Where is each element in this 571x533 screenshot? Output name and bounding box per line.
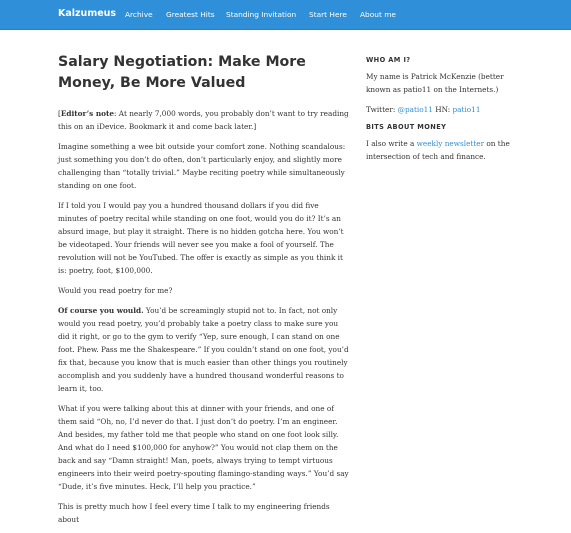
nav-greatest-hits[interactable]: Greatest Hits <box>166 10 215 19</box>
hn-label: HN: <box>432 105 453 114</box>
newsletter-suffix: on the intersection of tech and finance. <box>366 139 510 161</box>
post-title[interactable]: Salary Negotiation: Make More Money, Be More Valued <box>58 54 306 91</box>
twitter-label: Twitter: <box>366 105 398 114</box>
of-course-bold: Of course you would. <box>58 306 144 315</box>
social-links <box>366 103 526 116</box>
nav-archive[interactable]: Archive <box>125 10 153 19</box>
who-am-i-text: My name is Patrick McKenzie (better known as patio11 on the Internets.) <box>366 72 504 94</box>
bits-about-money-heading: BITS ABOUT MONEY <box>366 123 447 131</box>
top-navbar <box>0 0 571 30</box>
editor-note-label: Editor’s note <box>60 109 115 118</box>
post-paragraph <box>58 304 350 395</box>
nav-start-here[interactable]: Start Here <box>309 10 347 19</box>
nav-standing-invitation[interactable]: Standing Invitation <box>226 10 297 19</box>
post-paragraph: Imagine something a wee bit outside your comfort zone. Nothing scandalous: just something you don’t do often, don’t particularly enjoy, and slightly more challenging than “totally trivial.” Maybe reciting poetry while simultaneously standing on one foot. <box>58 142 346 190</box>
of-course-text: You’d be screamingly stupid not to. In fact, not only would you read poetry, you’d probably take a poetry class to make sure you did it right, or go to the gym to verify “Yep, sure enough, I can stand on one foot. Phew. Pass me the Shakespeare.” If you couldn’t stand on one foot, you’d fix that, because you know that is much easier than other things you routinely accomplish and you suddenly have a hundred thousand wonderful reasons to learn it, too. <box>58 306 349 393</box>
editor-note-open-bracket: [ <box>58 109 61 118</box>
site-brand[interactable]: Kalzumeus <box>58 8 117 19</box>
editor-note <box>58 107 350 133</box>
who-am-i-heading: WHO AM I? <box>366 56 411 64</box>
post-body <box>58 107 350 526</box>
newsletter-prefix: I also write a <box>366 139 417 148</box>
post-paragraph: If I told you I would pay you a hundred thousand dollars if you did five minutes of poetry recital while standing on one foot, would you do it? It’s an absurd image, but play it straight. There is no hidden gotcha here. You won’t be videotaped. Your friends will never see you make a fool of yourself. The revolution will not be YouTubed. The offer is exactly as simple as you think it is: poetry, foot, $100,000. <box>58 201 344 275</box>
nav-about-me[interactable]: About me <box>360 10 396 19</box>
sidebar <box>366 56 526 170</box>
twitter-link[interactable]: @patio11 <box>397 105 433 114</box>
post-paragraph: What if you were talking about this at dinner with your friends, and one of them said “Oh, no, I’d never do that. I just don’t do poetry. I’m an engineer. And besides, my father told me that people who stand on one foot look silly. And what do I need $100,000 for anyhow?” You would not clap them on the back and say “Damn straight! Man, poets, always trying to tempt virtuous engineers into their weird poetry-spouting flamingo-standing ways.” You’d say “Dude, it’s five minutes. Heck, I’ll help you practice.” <box>58 404 349 491</box>
newsletter-text <box>366 137 526 163</box>
post-paragraph: This is pretty much how I feel every time I talk to my engineering friends about <box>58 502 330 524</box>
newsletter-link[interactable]: weekly newsletter <box>416 139 485 148</box>
main-content <box>58 40 350 533</box>
post-paragraph: Would you read poetry for me? <box>58 286 173 295</box>
editor-note-text: : At nearly 7,000 words, you probably don’t want to try reading this on an iDevice. Bookmark it and come back later.] <box>58 109 349 131</box>
hn-link[interactable]: patio11 <box>452 105 481 114</box>
